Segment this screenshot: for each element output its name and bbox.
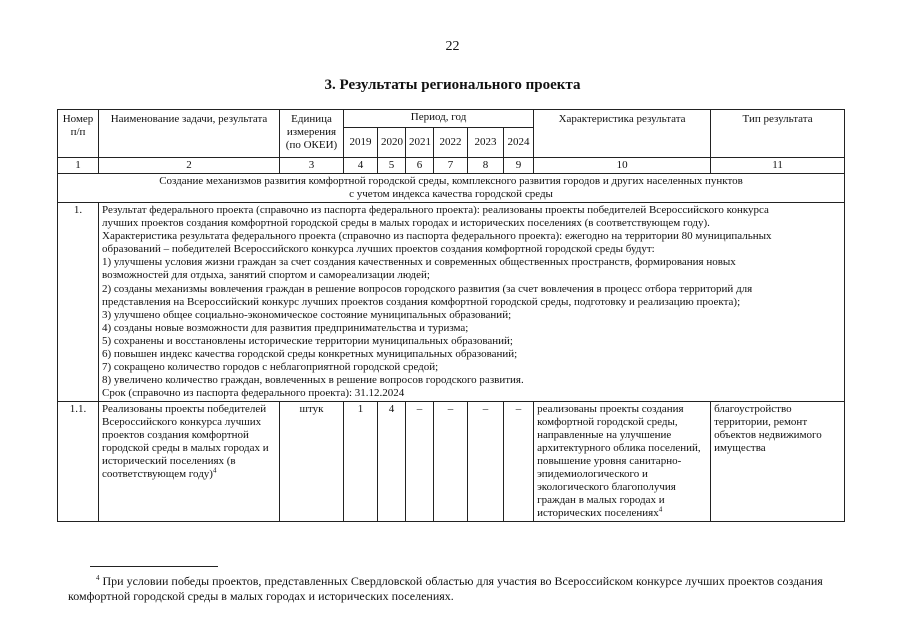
column-number: 8 bbox=[468, 158, 504, 174]
column-number: 11 bbox=[711, 158, 845, 174]
text-line: 6) повышен индекс качества городской среды конкретных муниципальных образований; bbox=[102, 348, 518, 361]
text-line: образований – победителей Всероссийского конкурса лучших проектов создания комфортной городской среды будут: bbox=[102, 243, 655, 256]
results-table bbox=[57, 109, 845, 522]
header-year: 2024 bbox=[504, 128, 534, 158]
text-line: лучших проектов создания комфортной городской среды в малых городах и исторических поселениях (в соответствующем году). bbox=[102, 217, 710, 230]
footnote-ref: 4 bbox=[212, 466, 217, 475]
column-number: 5 bbox=[378, 158, 406, 174]
text-line: 1) улучшены условия жизни граждан за счет создания качественных и современных общественных пространств, формирования новых bbox=[102, 256, 736, 269]
text-line: 4) созданы новые возможности для развития предпринимательства и туризма; bbox=[102, 321, 469, 334]
unit-cell: штук bbox=[280, 402, 344, 522]
column-number: 6 bbox=[406, 158, 434, 174]
table-row bbox=[58, 203, 845, 402]
text-line: 3) улучшено общее социально-экономическое состояние муниципальных образований; bbox=[102, 308, 512, 321]
text-line: Срок (справочно из паспорта федерального проекта): 31.12.2024 bbox=[102, 387, 405, 400]
row-number: 1. bbox=[58, 203, 99, 402]
header-name: Наименование задачи, результата bbox=[99, 110, 280, 158]
text-line: 8) увеличено количество граждан, вовлеченных в решение вопросов городского развития. bbox=[102, 374, 524, 387]
group-title-line: Создание механизмов развития комфортной городской среды, комплексного развития городов и других населенных пунктов bbox=[159, 175, 743, 187]
result-name: Реализованы проекты победителей Всероссийского конкурса лучших проектов создания комфортной городской среды в малых городах и исторический поселениях (в соответствующем году) bbox=[102, 403, 269, 481]
table-row bbox=[58, 402, 845, 522]
result-name-cell bbox=[99, 402, 280, 522]
text-line: представления на Всероссийский конкурс лучших проектов создания комфортной городской среды, подготовку и реализацию проекта); bbox=[102, 295, 741, 308]
footnote bbox=[68, 574, 843, 604]
header-unit: Единица измерения (по ОКЕИ) bbox=[280, 110, 344, 158]
column-number: 4 bbox=[344, 158, 378, 174]
text-line: возможностей для отдыха, занятий спортом и самореализации людей; bbox=[102, 269, 430, 282]
page-number: 22 bbox=[445, 39, 460, 54]
column-number: 3 bbox=[280, 158, 344, 174]
header-year: 2020 bbox=[378, 128, 406, 158]
result-type-cell: благоустройство территории, ремонт объектов недвижимого имущества bbox=[711, 402, 845, 522]
column-number: 10 bbox=[534, 158, 711, 174]
federal-result-text bbox=[99, 203, 845, 402]
header-period: Период, год bbox=[344, 110, 534, 128]
footnote-text: При условии победы проектов, представленных Свердловской областью для участия во Всероссийском конкурсе лучших проектов создания комфортной городской среды в малых городах и исторических поселениях. bbox=[68, 574, 823, 603]
footnote-separator bbox=[90, 566, 218, 567]
group-title-cell bbox=[58, 174, 845, 203]
header-characteristic: Характеристика результата bbox=[534, 110, 711, 158]
characteristic-cell bbox=[534, 402, 711, 522]
row-number: 1.1. bbox=[58, 402, 99, 522]
column-number: 2 bbox=[99, 158, 280, 174]
section-title: 3. Результаты регионального проекта bbox=[324, 77, 581, 93]
year-value: 4 bbox=[378, 402, 406, 522]
text-line: Результат федерального проекта (справочно из паспорта федерального проекта): реализованы проекты победителей Всероссийского конкурса bbox=[102, 204, 769, 216]
footnote-marker: 4 bbox=[96, 574, 100, 582]
header-year: 2022 bbox=[434, 128, 468, 158]
text-line: Характеристика результата федерального проекта (справочно из паспорта федерального проекта): ежегодно на территории 80 муниципальных bbox=[102, 230, 772, 243]
header-year: 2021 bbox=[406, 128, 434, 158]
header-type: Тип результата bbox=[711, 110, 845, 158]
column-number: 9 bbox=[504, 158, 534, 174]
year-value: – bbox=[468, 402, 504, 522]
year-value: 1 bbox=[344, 402, 378, 522]
year-value: – bbox=[504, 402, 534, 522]
group-title-line: с учетом индекса качества городской среды bbox=[349, 188, 553, 200]
column-number: 1 bbox=[58, 158, 99, 174]
text-line: 7) сокращено количество городов с неблагоприятной городской средой; bbox=[102, 361, 439, 374]
characteristic-text: реализованы проекты создания комфортной городской среды, направленные на улучшение архитектурного облика поселений, повышение уровня санитарно-эпидемиологического и экологического благополучия граждан в малых городах и исторических поселениях bbox=[537, 403, 701, 520]
column-number: 7 bbox=[434, 158, 468, 174]
year-value: – bbox=[406, 402, 434, 522]
header-year: 2019 bbox=[344, 128, 378, 158]
text-line: 5) сохранены и восстановлены исторические территории муниципальных образований; bbox=[102, 334, 513, 347]
footnote-ref: 4 bbox=[658, 505, 663, 514]
header-number: Номер п/п bbox=[58, 110, 99, 158]
text-line: 2) созданы механизмы вовлечения граждан в решение вопросов городского развития (за счет вовлечения в процесс отбора территорий для bbox=[102, 282, 753, 295]
year-value: – bbox=[434, 402, 468, 522]
header-year: 2023 bbox=[468, 128, 504, 158]
